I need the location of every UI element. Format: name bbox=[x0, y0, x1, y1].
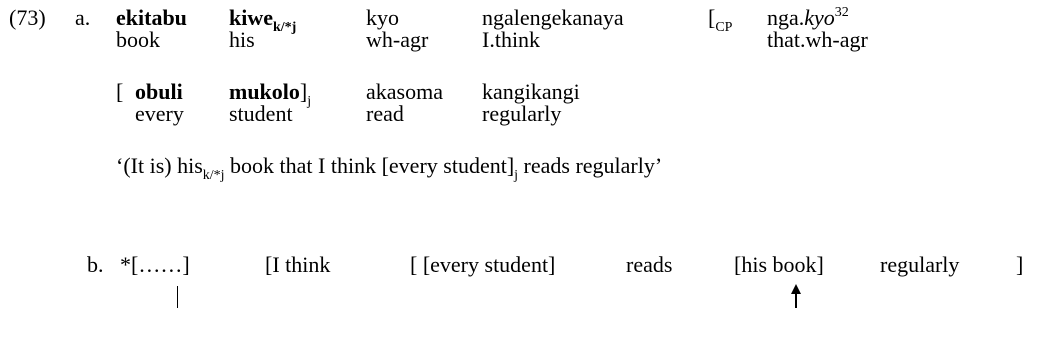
word-mukolo: mukolo bbox=[229, 79, 300, 104]
index-j: j bbox=[307, 94, 312, 109]
translation-part3: reads regularly’ bbox=[518, 153, 663, 178]
b-i-think: [I think bbox=[265, 252, 331, 277]
b-every-student: [ [every student] bbox=[410, 252, 556, 277]
gloss-i-think: I.think bbox=[482, 27, 541, 52]
word-kiwe-base: kiwe bbox=[229, 5, 273, 30]
bracket-open: [ bbox=[116, 79, 124, 104]
translation-sub-j: j bbox=[514, 168, 519, 183]
word-nga-prefix: nga. bbox=[767, 5, 805, 30]
word-akasoma: akasoma bbox=[366, 79, 443, 104]
gloss-book: book bbox=[116, 27, 160, 52]
b-regularly: regularly bbox=[880, 252, 960, 277]
word-ngakyo bbox=[767, 7, 849, 29]
gloss-student: student bbox=[229, 101, 293, 126]
b-close-bracket: ] bbox=[1016, 252, 1024, 277]
gloss-every: every bbox=[135, 101, 184, 126]
word-mukolo-group bbox=[229, 79, 312, 109]
cp-bracket bbox=[708, 5, 733, 35]
gloss-wh-agr: wh-agr bbox=[366, 27, 429, 52]
gloss-regularly: regularly bbox=[482, 101, 562, 126]
word-kyo: kyo bbox=[366, 5, 399, 30]
translation-part2: book that I think [every student] bbox=[224, 153, 515, 178]
trace-line bbox=[177, 286, 178, 308]
cp-subscript: CP bbox=[715, 20, 733, 35]
gloss-his: his bbox=[229, 27, 255, 52]
bracket-close: ] bbox=[299, 79, 308, 104]
word-kyo-italic: kyo bbox=[804, 5, 835, 30]
free-translation bbox=[116, 153, 663, 183]
gloss-read: read bbox=[366, 101, 404, 126]
word-kiwe-subscript: k/*j bbox=[273, 20, 297, 35]
translation-part1: ‘(It is) his bbox=[116, 153, 203, 178]
arrow-shaft bbox=[795, 293, 797, 308]
word-kiwe bbox=[229, 5, 297, 35]
example-b-label: b. bbox=[87, 252, 104, 277]
translation-sub-kj: k/*j bbox=[202, 168, 225, 183]
b-reads: reads bbox=[626, 252, 673, 277]
example-a-label: a. bbox=[75, 5, 91, 30]
word-kangikangi: kangikangi bbox=[482, 79, 580, 104]
footnote-32: 32 bbox=[834, 5, 849, 20]
gloss-that-wh-agr: that.wh-agr bbox=[767, 27, 868, 52]
word-obuli: obuli bbox=[135, 79, 183, 104]
example-number: (73) bbox=[9, 5, 46, 30]
b-gap-bracket: *[……] bbox=[120, 252, 190, 277]
word-ekitabu: ekitabu bbox=[116, 5, 187, 30]
cp-bracket-open: [ bbox=[708, 5, 716, 30]
b-his-book: [his book] bbox=[734, 252, 824, 277]
word-ngalengekanaya: ngalengekanaya bbox=[482, 5, 624, 30]
